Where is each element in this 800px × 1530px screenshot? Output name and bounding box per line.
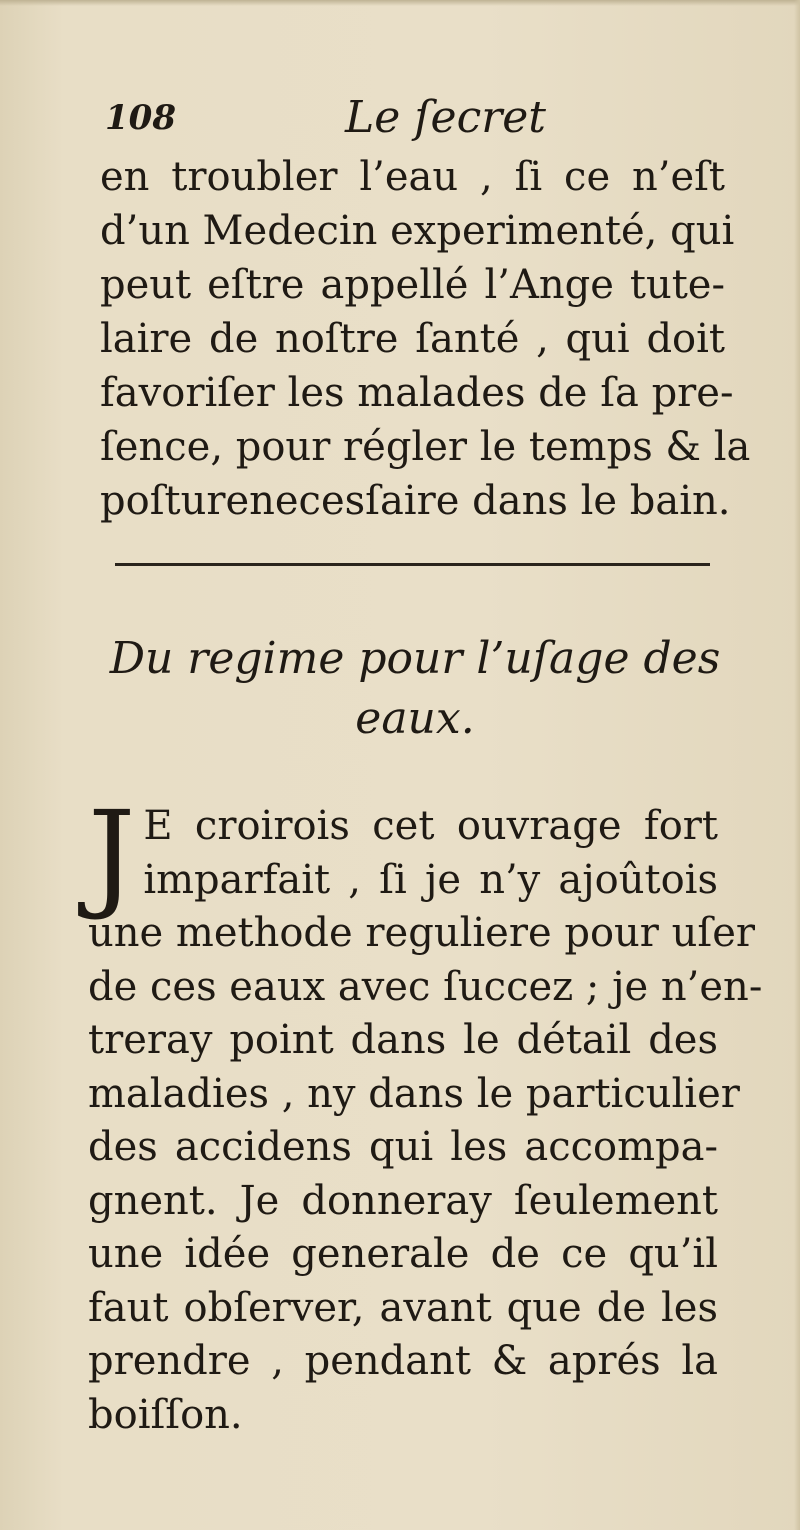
- section-title-line-2: eaux.: [355, 693, 475, 744]
- text-line: gnent. Je donneray ſeulement: [88, 1177, 718, 1224]
- text-line: ſence, pour régler le temps & la: [100, 424, 751, 470]
- drop-cap: J: [88, 785, 136, 923]
- text-line: prendre , pendant & aprés la: [88, 1338, 718, 1384]
- section-title-line-1: Du regime pour l’uſage des: [109, 633, 721, 684]
- section-divider-rule: [115, 563, 710, 566]
- page-header: [105, 92, 725, 152]
- text-line: une methode reguliere pour uſer: [88, 910, 755, 956]
- page-number: 108: [105, 98, 176, 138]
- page-top-edge: [0, 0, 800, 6]
- page-right-edge: [794, 0, 800, 1530]
- text-line: poſturenecesſaire dans le bain.: [100, 478, 731, 524]
- text-line: de ces eaux avec ſuccez ; je n’en-: [88, 963, 763, 1010]
- text-line: treray point dans le détail des: [88, 1017, 718, 1063]
- text-line: en troubler l’eau , ſi ce n’eſt: [100, 154, 725, 200]
- text-line: boiſſon.: [88, 1391, 243, 1438]
- text-line: imparfait , ſi je n’y ajoûtois: [143, 856, 718, 903]
- text-line: E croirois cet ouvrage fort: [143, 803, 718, 849]
- text-line: d’un Medecin experimenté, qui: [100, 208, 735, 254]
- text-line: maladies , ny dans le particulier: [88, 1070, 740, 1117]
- text-line: laire de noſtre ſanté , qui doit: [100, 316, 725, 362]
- running-head: Le ſecret: [345, 92, 546, 143]
- paragraph-continued: [100, 150, 751, 528]
- text-line: des accidens qui les accompa-: [88, 1124, 718, 1170]
- text-line: peut eſtre appellé l’Ange tute-: [100, 262, 725, 308]
- paragraph-main: [88, 785, 763, 1442]
- text-line: favoriſer les malades de ſa pre-: [100, 370, 734, 416]
- text-line: une idée generale de ce qu’il: [88, 1231, 718, 1277]
- text-line: faut obſerver, avant que de les: [88, 1284, 718, 1331]
